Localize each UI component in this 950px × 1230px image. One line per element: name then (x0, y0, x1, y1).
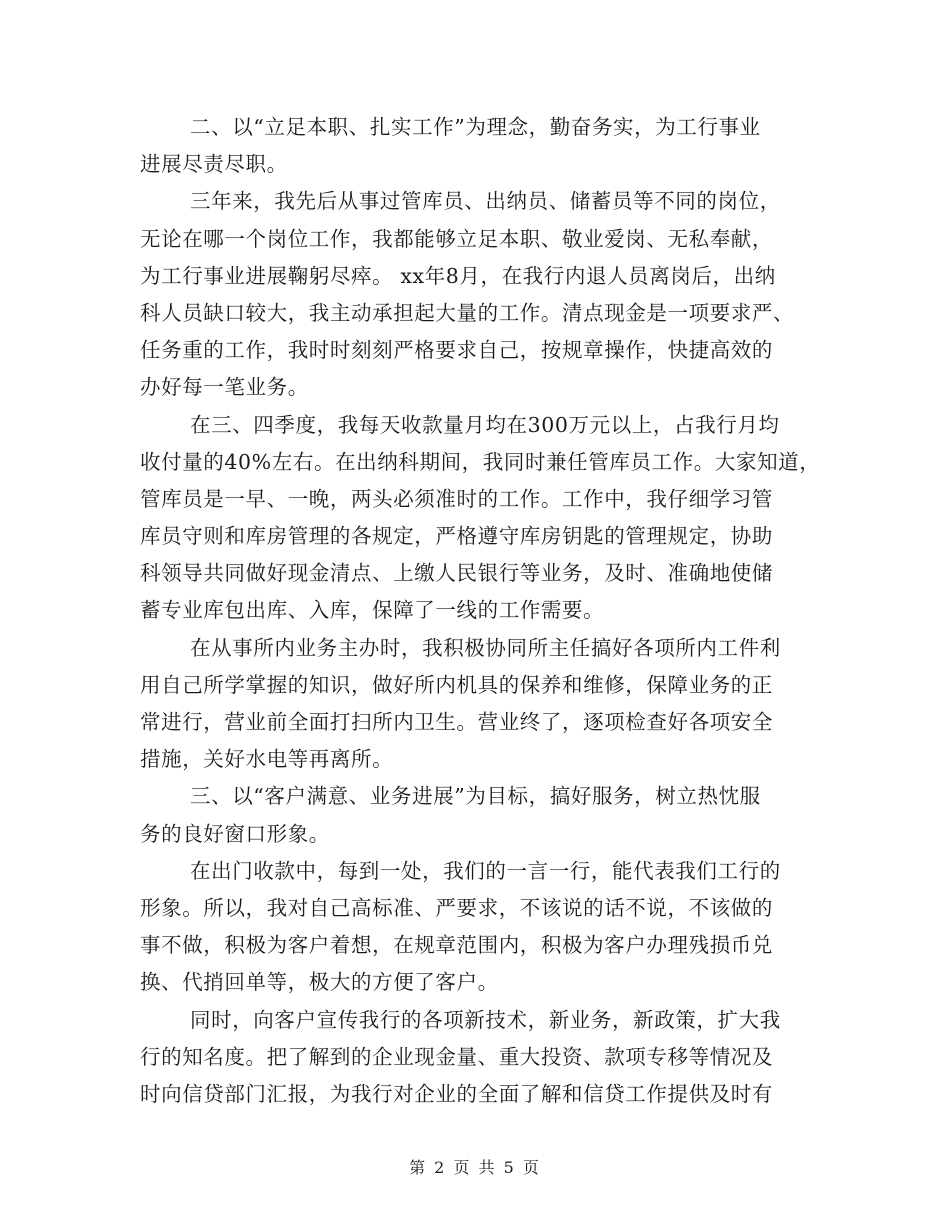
paragraph-line: 库员守则和库房管理的各规定，严格遵守库房钥匙的管理规定，协助 (140, 524, 773, 549)
document-body (140, 109, 821, 1113)
paragraph-first-line: 二、以“立足本职、扎实工作”为理念，勤奋务实，为工行事业 (190, 115, 761, 139)
paragraph-first-line: 三、以“客户满意、业务进展”为目标，搞好服务，树立热忱服 (190, 784, 761, 809)
paragraph-first-line: 同时，向客户宣传我行的各项新技术，新业务，新政策，扩大我 (190, 1007, 781, 1032)
paragraph-line: 任务重的工作，我时时刻刻严格要求自己，按规章操作，快捷高效的 (140, 338, 773, 363)
paragraph-line: 时向信贷部门汇报，为我行对企业的全面了解和信贷工作提供及时有 (140, 1081, 773, 1106)
page-number-footer: 第 2 页 共 5 页 (409, 1158, 541, 1177)
paragraph-line: 管库员是一早、一晚，两头必须准时的工作。工作中，我仔细学习管 (140, 486, 773, 511)
paragraph-line: 务的良好窗口形象。 (140, 821, 330, 846)
paragraph-first-line: 三年来，我先后从事过管库员、出纳员、储蓄员等不同的岗位， (190, 189, 781, 214)
paragraph-line: 蓄专业库包出库、入库，保障了一线的工作需要。 (140, 598, 605, 623)
paragraph-first-line: 在三、四季度，我每天收款量月均在300万元以上，占我行月均 (190, 412, 780, 437)
paragraph-line: 为工行事业进展鞠躬尽瘁。 xx年8月，在我行内退人员离岗后，出纳 (140, 263, 776, 288)
paragraph-line: 形象。所以，我对自己高标准、严要求，不该说的话不说，不该做的 (140, 895, 773, 920)
paragraph-line: 措施，关好水电等再离所。 (140, 747, 394, 772)
paragraph-first-line: 在出门收款中，每到一处，我们的一言一行，能代表我们工行的 (190, 858, 781, 883)
paragraph-line: 换、代捎回单等，极大的方便了客户。 (140, 970, 499, 995)
paragraph-line: 无论在哪一个岗位工作，我都能够立足本职、敬业爱岗、无私奉献， (140, 226, 773, 251)
paragraph-first-line: 在从事所内业务主办时，我积极协同所主任搞好各项所内工件利 (190, 635, 781, 660)
paragraph-line: 事不做，积极为客户着想，在规章范围内，积极为客户办理残损币兑 (140, 933, 773, 958)
paragraph-line: 科人员缺口较大，我主动承担起大量的工作。清点现金是一项要求严、 (140, 300, 795, 325)
paragraph-line: 用自己所学掌握的知识，做好所内机具的保养和维修，保障业务的正 (140, 672, 773, 697)
paragraph-line: 行的知名度。把了解到的企业现金量、重大投资、款项专移等情况及 (140, 1044, 773, 1069)
paragraph-line: 收付量的40%左右。在出纳科期间，我同时兼任管库员工作。大家知道， (140, 449, 821, 474)
paragraph-line: 常进行，营业前全面打扫所内卫生。营业终了，逐项检查好各项安全 (140, 710, 773, 734)
paragraph-line: 科领导共同做好现金清点、上缴人民银行等业务，及时、准确地使储 (140, 561, 773, 586)
paragraph-line: 办好每一笔业务。 (140, 375, 309, 400)
paragraph-line: 进展尽责尽职。 (140, 152, 288, 177)
